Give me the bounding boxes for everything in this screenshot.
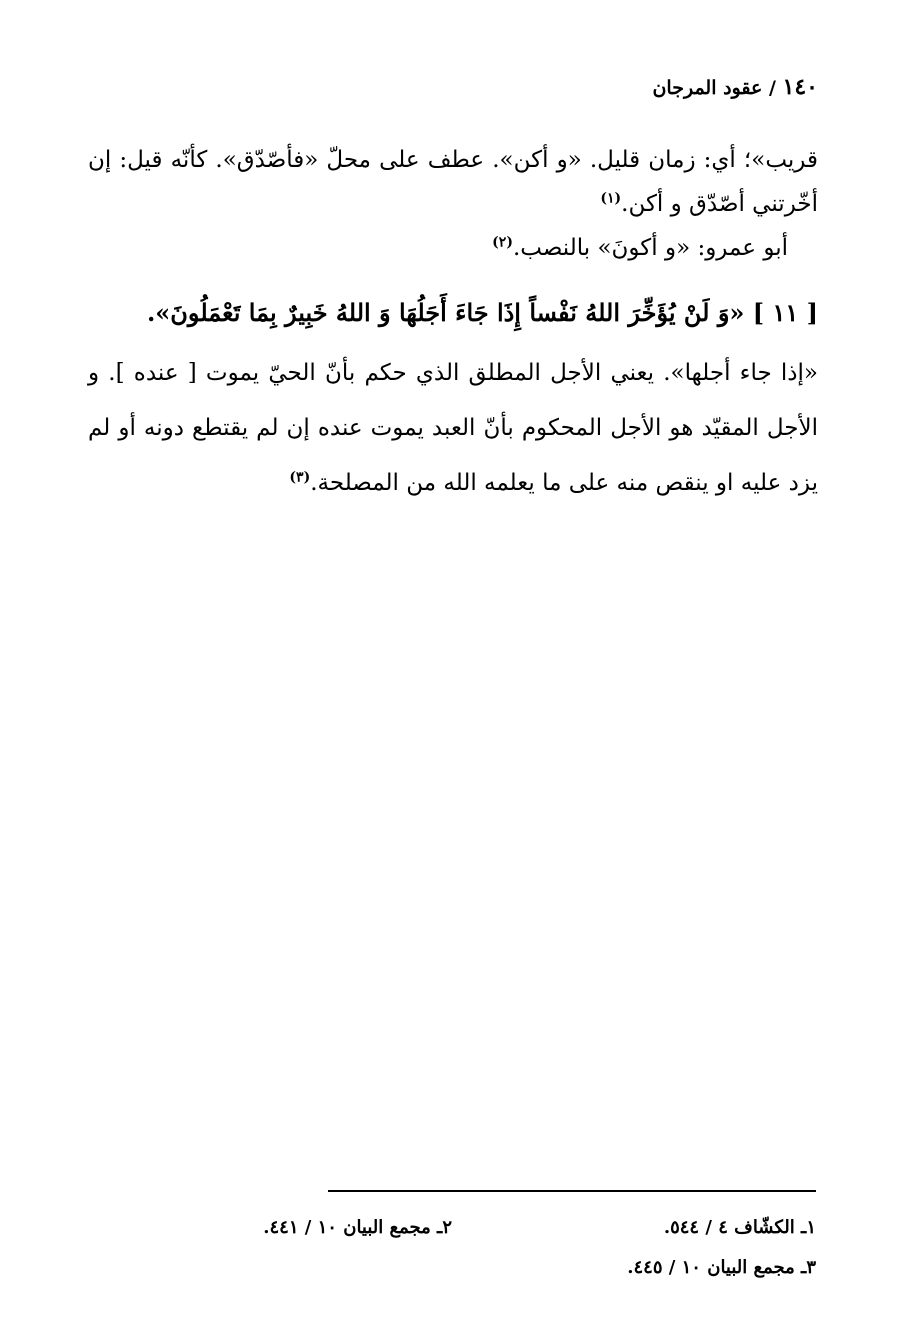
footnote-3: ٣ـ مجمع البيان ١٠ / ٤٤٥. [627, 1257, 816, 1278]
footnote-ref-3: (٣) [289, 469, 311, 486]
footnote-1: ١ـ الكشّاف ٤ / ٥٤٤. [663, 1217, 816, 1238]
footnote-row [88, 1208, 816, 1248]
commentary-paragraph [88, 346, 818, 511]
footnote-divider [328, 1190, 816, 1192]
paragraph-2 [88, 226, 818, 270]
verse-text: «وَ لَنْ يُؤَخِّرَ اللهُ نَفْساً إِذَا جَاءَ أَجَلُهَا وَ اللهُ خَبِيرٌ بِمَا تَعْمَلُونَ». [146, 298, 745, 327]
footnote-row [88, 1248, 816, 1288]
running-header [652, 74, 818, 100]
paragraph-1-text: قريب»؛ أي: زمان قليل. «و أكن». عطف على محلّ «فأصّدّق». كأنّه قيل: إن أخّرتني أصّدّق و أكن. [88, 147, 818, 217]
footnotes [88, 1208, 816, 1288]
page-body [88, 138, 818, 511]
footnote-ref-1: (١) [600, 190, 622, 207]
verse-heading [88, 288, 818, 338]
page-number: ١٤٠ [782, 74, 818, 100]
book-title: عقود المرجان [652, 77, 763, 99]
paragraph-1 [88, 138, 818, 226]
verse-number: [ ١١ ] [752, 298, 818, 327]
footnote-2: ٢ـ مجمع البيان ١٠ / ٤٤١. [263, 1217, 452, 1238]
commentary-text: «إذا جاء أجلها». يعني الأجل المطلق الذي حكم بأنّ الحيّ يموت [ عنده ]. و الأجل المقيّد هو الأجل المحكوم بأنّ العبد يموت عنده إن لم يقتطع دونه أو لم يزد عليه او ينقص منه على ما يعلمه الله من المصلحة. [88, 360, 818, 496]
paragraph-2-text: أبو عمرو: «و أكونَ» بالنصب. [512, 235, 788, 261]
footnote-ref-2: (٢) [492, 234, 513, 251]
header-separator: / [768, 77, 776, 99]
